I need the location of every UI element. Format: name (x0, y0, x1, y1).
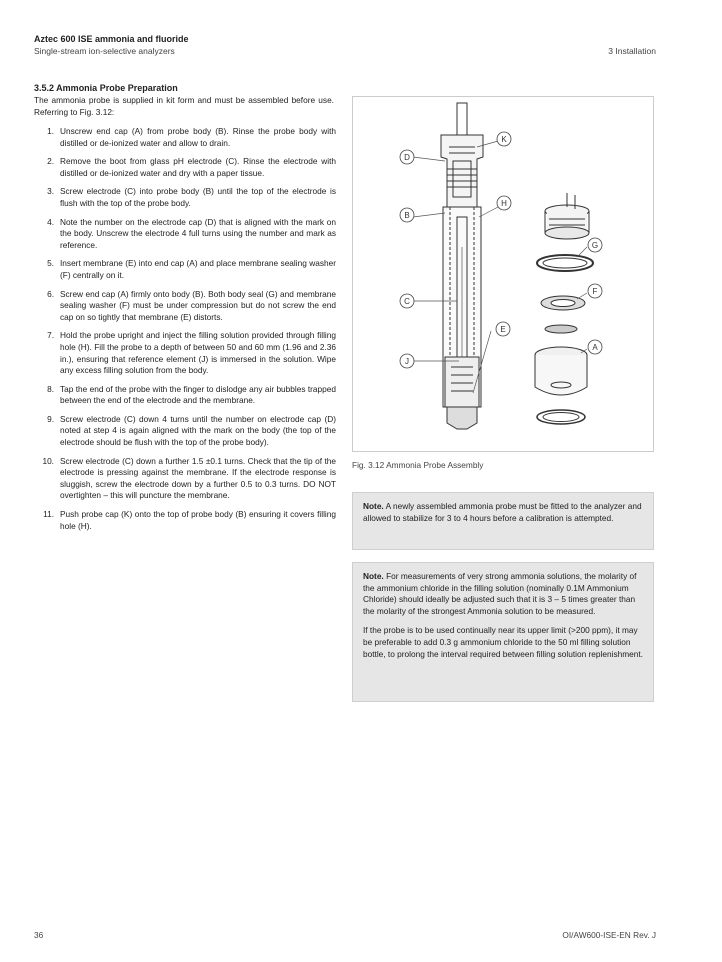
svg-text:E: E (500, 325, 506, 334)
step-number: 4. (47, 216, 54, 227)
callout-E (496, 322, 510, 336)
callout-K (497, 132, 511, 146)
page-number: 36 (34, 930, 44, 940)
step-text: Screw electrode (C) down a further 1.5 ±0.1 turns. Check that the tip of the electrode is pressing against the membrane. If the electrode response is sluggish, screw the electrode down by a further 0.5 to 0.3 turns. DO NOT overtighten – this will puncture the membrane. (60, 455, 336, 501)
callout-D (400, 150, 414, 164)
note-label: Note. (363, 501, 384, 511)
note-text-2: If the probe is to be used continually near its upper limit (>200 ppm), it may be preferable to add 0.3 g ammonium chloride to the 50 ml filling solution bottle, to prolong the interval required between filling solution replenishment. (363, 625, 643, 659)
document-title: Aztec 600 ISE ammonia and fluoride (34, 34, 189, 44)
step-text: Note the number on the electrode cap (D) that is aligned with the mark on the body. Unscrew the electrode 4 full turns using the number and mark as reference. (60, 216, 336, 250)
step-text: Screw end cap (A) firmly onto body (B). Both body seal (G) and membrane sealing washer (F) must be under compression but do not screw the end cap on so tightly that membrane (E) distorts. (60, 288, 336, 322)
note-text: A newly assembled ammonia probe must be fitted to the analyzer and allowed to stabilize for 3 to 4 hours before a calibration is attempted. (363, 501, 642, 523)
step-item (34, 258, 336, 281)
step-text: Remove the boot from glass pH electrode (C). Rinse the electrode with distilled or de-ionized water and dry with a paper tissue. (60, 156, 336, 178)
procedure-steps (34, 126, 336, 539)
svg-text:J: J (405, 357, 409, 366)
step-text: Screw electrode (C) into probe body (B) until the top of the electrode is flush with the top of the probe body. (60, 186, 336, 208)
svg-text:B: B (404, 211, 410, 220)
step-number: 8. (47, 383, 54, 394)
step-item (34, 330, 336, 376)
callout-B (400, 208, 414, 222)
step-number: 1. (47, 126, 54, 136)
step-item (34, 156, 336, 179)
svg-text:F: F (592, 287, 598, 296)
svg-text:K: K (501, 135, 507, 144)
step-text: Hold the probe upright and inject the filling solution provided through filling hole (H). Fill the probe to a depth of between 50 and 60 mm (1.96 and 2.36 in.), ensuring that reference element (J) is immersed in the solution. Wipe any excess filling solution from the body. (60, 330, 336, 376)
step-item (34, 456, 336, 502)
step-text: Push probe cap (K) onto the top of probe body (B) ensuring it covers filling hole (H). (60, 509, 336, 531)
section-title: 3.5.2 Ammonia Probe Preparation (34, 83, 178, 93)
callout-G (588, 238, 602, 252)
step-item (34, 186, 336, 209)
svg-text:D: D (404, 153, 410, 162)
step-item (34, 217, 336, 252)
step-number: 11. (43, 509, 54, 520)
step-item (34, 289, 336, 324)
step-item (34, 126, 336, 149)
callout-A (588, 340, 602, 354)
svg-text:C: C (404, 297, 410, 306)
figure-caption: Fig. 3.12 Ammonia Probe Assembly (352, 460, 484, 470)
note-text: For measurements of very strong ammonia solutions, the molarity of the ammonium chloride in the filling solution (nominally 0.1M Ammonium Chloride) should ideally be adjusted such that it is 3 – 5 times greater than the molarity of the strongest Ammonia solution to be measured. (363, 571, 637, 616)
step-item (34, 414, 336, 449)
svg-text:G: G (591, 241, 599, 250)
step-number: 10. (42, 455, 54, 466)
step-text: Unscrew end cap (A) from probe body (B). Rinse the probe body with distilled or de-ionized water and allow to drain. (60, 126, 336, 148)
document-reference: OI/AW600-ISE-EN Rev. J (562, 930, 656, 940)
step-item (34, 509, 336, 532)
step-text: Tap the end of the probe with the finger to dislodge any air bubbles trapped between the end of the electrode and the membrane. (60, 383, 336, 406)
document-subtitle: Single-stream ion-selective analyzers (34, 46, 175, 56)
step-number: 7. (47, 330, 54, 341)
note-box-strong-solutions (352, 562, 654, 702)
callout-J (400, 354, 414, 368)
note-box-stabilize (352, 492, 654, 550)
step-text: Screw electrode (C) down 4 turns until the number on electrode cap (D) noted at step 4 is again aligned with the mark on the body (the top of the electrode should be flush with the top of the probe body). (60, 413, 336, 448)
svg-text:A: A (592, 343, 598, 352)
callout-F (588, 284, 602, 298)
note-label: Note. (363, 571, 384, 581)
step-number: 5. (47, 258, 54, 269)
probe-assembly-figure (352, 96, 654, 452)
svg-text:H: H (501, 199, 507, 208)
step-item (34, 384, 336, 407)
step-number: 9. (47, 413, 54, 424)
callout-H (497, 196, 511, 210)
step-number: 3. (47, 186, 54, 197)
step-text: Insert membrane (E) into end cap (A) and place membrane sealing washer (F) centrally on it. (60, 258, 336, 280)
probe-assembly-drawing (353, 97, 653, 451)
step-number: 2. (47, 156, 54, 167)
step-number: 6. (47, 288, 54, 299)
callout-C (400, 294, 414, 308)
section-reference: 3 Installation (608, 46, 656, 56)
section-intro: The ammonia probe is supplied in kit form and must be assembled before use. Referring to Fig. 3.12: (34, 95, 334, 117)
